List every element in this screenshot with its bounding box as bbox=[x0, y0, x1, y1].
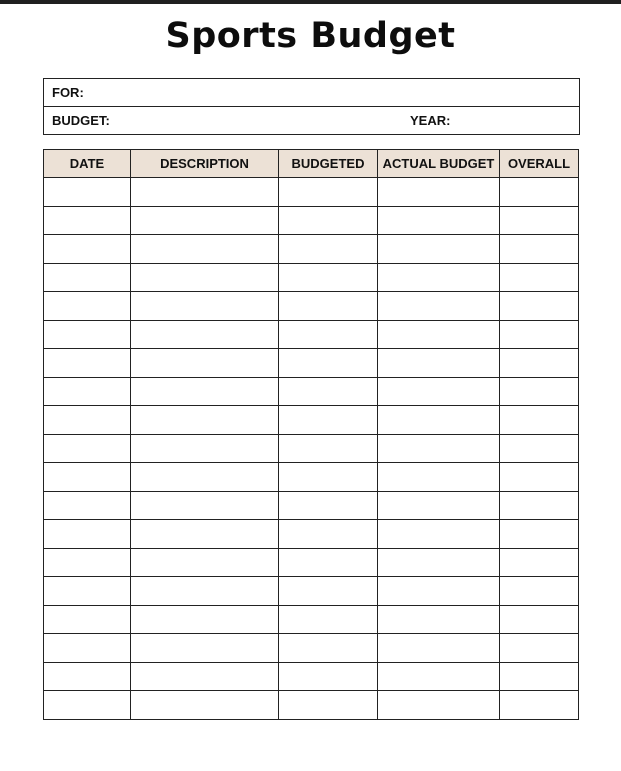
cell-overall[interactable] bbox=[500, 605, 579, 634]
cell-overall[interactable] bbox=[500, 491, 579, 520]
budget-table bbox=[43, 149, 579, 720]
cell-date[interactable] bbox=[44, 520, 131, 549]
cell-date[interactable] bbox=[44, 235, 131, 264]
cell-budgeted[interactable] bbox=[279, 520, 378, 549]
cell-budgeted[interactable] bbox=[279, 320, 378, 349]
cell-date[interactable] bbox=[44, 406, 131, 435]
cell-actual-budget[interactable] bbox=[378, 377, 500, 406]
cell-actual-budget[interactable] bbox=[378, 292, 500, 321]
table-row bbox=[44, 434, 579, 463]
cell-overall[interactable] bbox=[500, 406, 579, 435]
cell-description[interactable] bbox=[131, 349, 279, 378]
cell-description[interactable] bbox=[131, 520, 279, 549]
cell-budgeted[interactable] bbox=[279, 434, 378, 463]
cell-budgeted[interactable] bbox=[279, 292, 378, 321]
cell-actual-budget[interactable] bbox=[378, 605, 500, 634]
table-row bbox=[44, 235, 579, 264]
header-overall: OVERALL bbox=[500, 150, 579, 178]
cell-budgeted[interactable] bbox=[279, 263, 378, 292]
cell-actual-budget[interactable] bbox=[378, 662, 500, 691]
cell-description[interactable] bbox=[131, 548, 279, 577]
cell-description[interactable] bbox=[131, 206, 279, 235]
cell-overall[interactable] bbox=[500, 235, 579, 264]
cell-budgeted[interactable] bbox=[279, 605, 378, 634]
cell-overall[interactable] bbox=[500, 463, 579, 492]
budget-label: BUDGET: bbox=[52, 113, 110, 128]
header-actual-budget: ACTUAL BUDGET bbox=[378, 150, 500, 178]
cell-date[interactable] bbox=[44, 691, 131, 720]
cell-date[interactable] bbox=[44, 349, 131, 378]
cell-description[interactable] bbox=[131, 178, 279, 207]
table-row bbox=[44, 605, 579, 634]
cell-budgeted[interactable] bbox=[279, 178, 378, 207]
cell-budgeted[interactable] bbox=[279, 634, 378, 663]
cell-date[interactable] bbox=[44, 263, 131, 292]
cell-overall[interactable] bbox=[500, 691, 579, 720]
table-row bbox=[44, 206, 579, 235]
cell-date[interactable] bbox=[44, 320, 131, 349]
cell-description[interactable] bbox=[131, 463, 279, 492]
header-budgeted: BUDGETED bbox=[279, 150, 378, 178]
table-row bbox=[44, 577, 579, 606]
cell-actual-budget[interactable] bbox=[378, 406, 500, 435]
budget-row[interactable] bbox=[44, 107, 579, 135]
cell-budgeted[interactable] bbox=[279, 662, 378, 691]
table-row bbox=[44, 634, 579, 663]
cell-description[interactable] bbox=[131, 406, 279, 435]
cell-actual-budget[interactable] bbox=[378, 349, 500, 378]
cell-description[interactable] bbox=[131, 691, 279, 720]
cell-overall[interactable] bbox=[500, 377, 579, 406]
cell-budgeted[interactable] bbox=[279, 235, 378, 264]
table-row bbox=[44, 406, 579, 435]
table-row bbox=[44, 520, 579, 549]
table-row bbox=[44, 292, 579, 321]
cell-actual-budget[interactable] bbox=[378, 434, 500, 463]
cell-budgeted[interactable] bbox=[279, 377, 378, 406]
cell-overall[interactable] bbox=[500, 434, 579, 463]
cell-description[interactable] bbox=[131, 292, 279, 321]
top-border-bar bbox=[0, 0, 621, 4]
cell-actual-budget[interactable] bbox=[378, 548, 500, 577]
cell-overall[interactable] bbox=[500, 178, 579, 207]
cell-date[interactable] bbox=[44, 605, 131, 634]
cell-actual-budget[interactable] bbox=[378, 520, 500, 549]
cell-budgeted[interactable] bbox=[279, 406, 378, 435]
table-row bbox=[44, 491, 579, 520]
cell-description[interactable] bbox=[131, 320, 279, 349]
table-row bbox=[44, 263, 579, 292]
table-row bbox=[44, 691, 579, 720]
for-row[interactable] bbox=[44, 79, 579, 107]
cell-budgeted[interactable] bbox=[279, 577, 378, 606]
cell-overall[interactable] bbox=[500, 548, 579, 577]
cell-date[interactable] bbox=[44, 292, 131, 321]
cell-date[interactable] bbox=[44, 577, 131, 606]
page-title: Sports Budget bbox=[165, 16, 456, 56]
cell-actual-budget[interactable] bbox=[378, 491, 500, 520]
table-row bbox=[44, 377, 579, 406]
cell-actual-budget[interactable] bbox=[378, 320, 500, 349]
cell-actual-budget[interactable] bbox=[378, 634, 500, 663]
cell-date[interactable] bbox=[44, 377, 131, 406]
info-box bbox=[43, 78, 580, 135]
cell-description[interactable] bbox=[131, 491, 279, 520]
year-label: YEAR: bbox=[410, 113, 451, 128]
header-description: DESCRIPTION bbox=[131, 150, 279, 178]
cell-overall[interactable] bbox=[500, 349, 579, 378]
cell-overall[interactable] bbox=[500, 206, 579, 235]
cell-date[interactable] bbox=[44, 548, 131, 577]
cell-overall[interactable] bbox=[500, 520, 579, 549]
cell-date[interactable] bbox=[44, 662, 131, 691]
cell-description[interactable] bbox=[131, 263, 279, 292]
cell-overall[interactable] bbox=[500, 320, 579, 349]
cell-actual-budget[interactable] bbox=[378, 206, 500, 235]
table-row bbox=[44, 320, 579, 349]
cell-overall[interactable] bbox=[500, 634, 579, 663]
cell-date[interactable] bbox=[44, 463, 131, 492]
cell-budgeted[interactable] bbox=[279, 548, 378, 577]
cell-actual-budget[interactable] bbox=[378, 463, 500, 492]
table-row bbox=[44, 548, 579, 577]
cell-date[interactable] bbox=[44, 634, 131, 663]
cell-description[interactable] bbox=[131, 377, 279, 406]
table-row bbox=[44, 662, 579, 691]
cell-actual-budget[interactable] bbox=[378, 235, 500, 264]
cell-budgeted[interactable] bbox=[279, 349, 378, 378]
cell-budgeted[interactable] bbox=[279, 206, 378, 235]
cell-date[interactable] bbox=[44, 206, 131, 235]
cell-budgeted[interactable] bbox=[279, 463, 378, 492]
cell-budgeted[interactable] bbox=[279, 691, 378, 720]
cell-overall[interactable] bbox=[500, 292, 579, 321]
cell-description[interactable] bbox=[131, 577, 279, 606]
cell-description[interactable] bbox=[131, 434, 279, 463]
cell-date[interactable] bbox=[44, 491, 131, 520]
cell-overall[interactable] bbox=[500, 577, 579, 606]
cell-overall[interactable] bbox=[500, 263, 579, 292]
cell-actual-budget[interactable] bbox=[378, 263, 500, 292]
cell-description[interactable] bbox=[131, 235, 279, 264]
table-row bbox=[44, 463, 579, 492]
cell-description[interactable] bbox=[131, 634, 279, 663]
cell-actual-budget[interactable] bbox=[378, 691, 500, 720]
cell-actual-budget[interactable] bbox=[378, 577, 500, 606]
cell-budgeted[interactable] bbox=[279, 491, 378, 520]
cell-overall[interactable] bbox=[500, 662, 579, 691]
table-header-row bbox=[44, 150, 579, 178]
header-date: DATE bbox=[44, 150, 131, 178]
table-row bbox=[44, 349, 579, 378]
cell-description[interactable] bbox=[131, 605, 279, 634]
cell-description[interactable] bbox=[131, 662, 279, 691]
table-body bbox=[44, 178, 579, 720]
cell-actual-budget[interactable] bbox=[378, 178, 500, 207]
cell-date[interactable] bbox=[44, 178, 131, 207]
table-row bbox=[44, 178, 579, 207]
for-label: FOR: bbox=[52, 85, 84, 100]
cell-date[interactable] bbox=[44, 434, 131, 463]
